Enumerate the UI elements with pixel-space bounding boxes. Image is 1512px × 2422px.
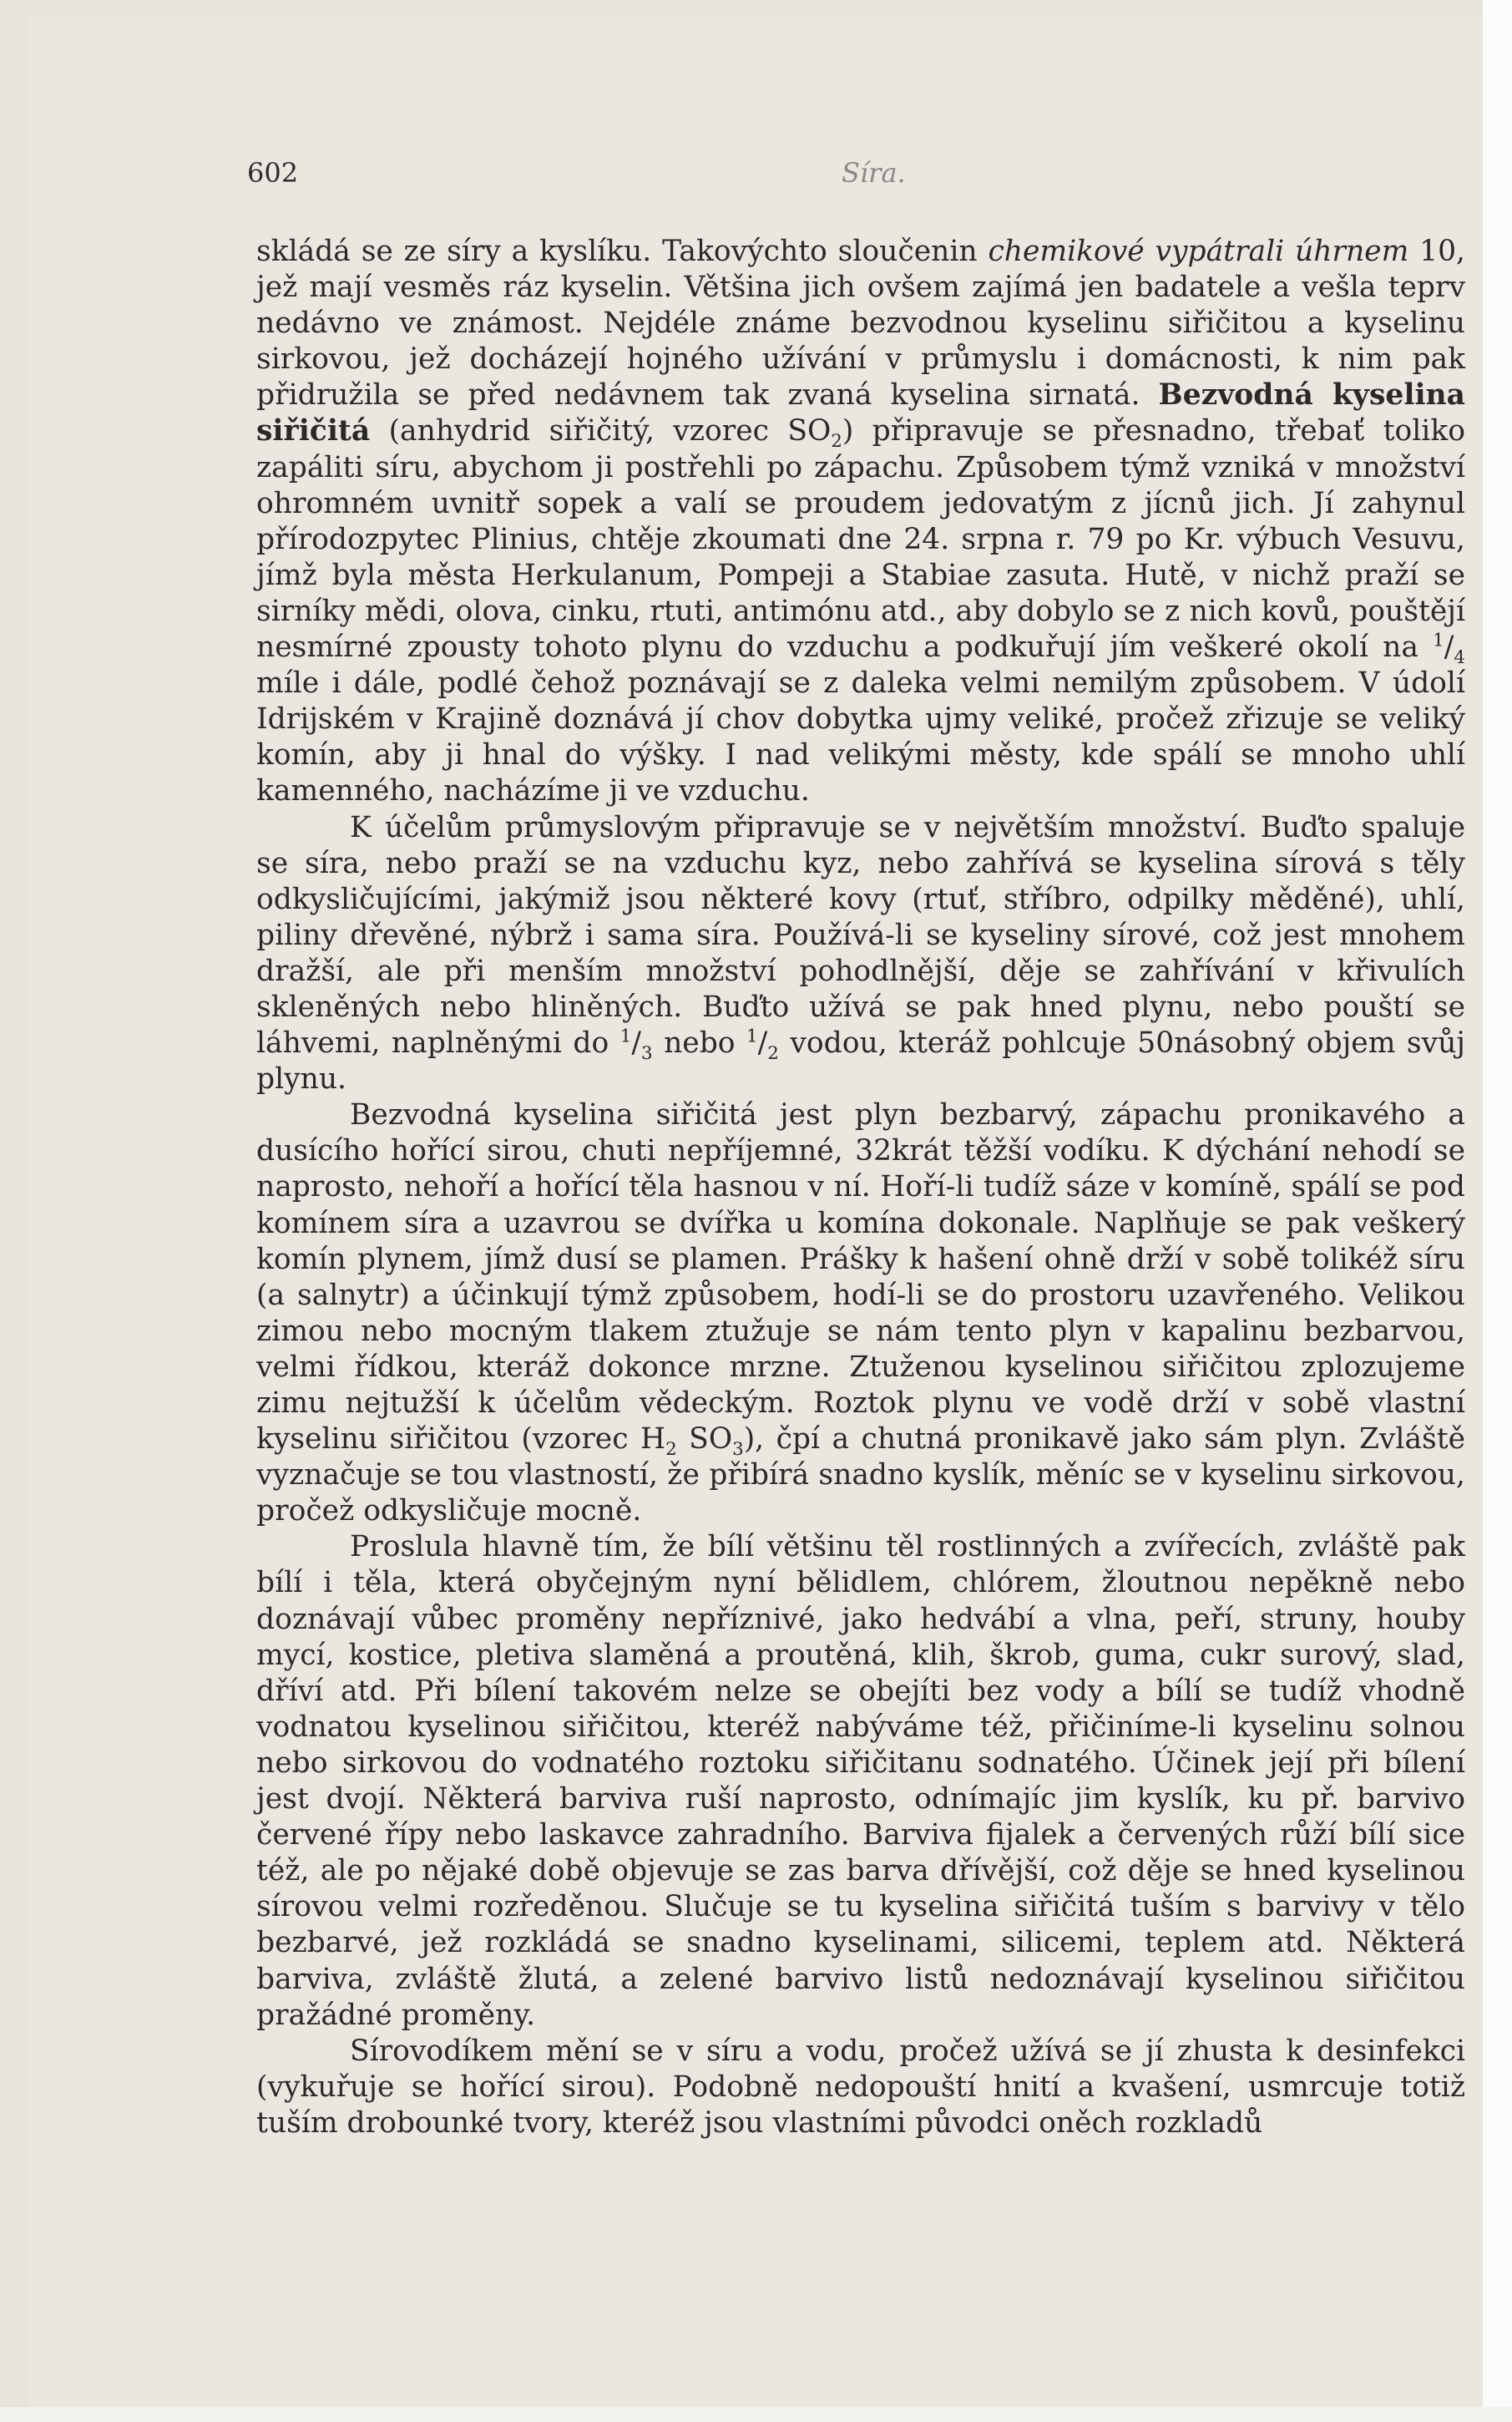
- fraction-numerator: 1: [746, 1026, 758, 1047]
- fraction-numerator: 1: [1433, 630, 1444, 651]
- paragraph-2: K účelům průmyslovým připravuje se v největším množství. Buďto spaluje se síra, nebo praží se na vzduchu kyz, nebo zahřívá se kyselina sírová s těly odkysličujícími, jakýmiž jsou některé kovy (rtuť, stříbro, odpilky měděné), uhlí, piliny dřevěné, nýbrž i sama síra. Používá-li se kyseliny sírové, což jest mnohem dražší, ale při menším množství pohodlnější, děje se zahřívání v křivulích skleněných nebo hliněných. Buďto užívá se pak hned plynu, nebo pouští se láhvemi, naplněnými do $^1/_3$ nebo $^1/_2$ vodou, kteráž pohlcuje 50násobný objem svůj plynu.: [256, 810, 1466, 1097]
- running-head: Síra.: [842, 157, 906, 189]
- fraction-denominator: 4: [1454, 646, 1465, 668]
- fraction-denominator: 2: [767, 1042, 779, 1064]
- paragraph-5: Sírovodíkem mění se v síru a vodu, pročež užívá se jí zhusta k desinfekci (vykuřuje se hořící sirou). Podobně nedopouští hnití a kvašení, usmrcuje totiž tuším drobounké tvory, kteréž jsou vlastními původci oněch rozkladů: [256, 2034, 1465, 2140]
- page-edge-right: [1483, 0, 1512, 2422]
- term-heading: Bezvodná kyselina siřičitá: [256, 378, 1465, 448]
- subscript: 2: [831, 431, 842, 453]
- page-edge-bottom: [0, 2407, 1512, 2422]
- fraction-numerator: 1: [619, 1026, 632, 1047]
- italic-phrase: chemikové vypátrali úhrnem: [988, 235, 1409, 268]
- fraction-denominator: 3: [640, 1042, 653, 1064]
- page-number: 602: [247, 157, 299, 189]
- paragraph-3: Bezvodná kyselina siřičitá jest plyn bezbarvý, zápachu pronikavého a dusícího hořící sirou, chuti nepříjemné, 32krát těžší vodíku. K dýchání nehodí se naprosto, nehoří a hořící těla hasnou v ní. Hoří-li tudíž sáze v komíně, spálí se pod komínem síra a uzavrou se dvířka u komína dokonale. Naplňuje se pak veškerý komín plynem, jímž dusí se plamen. Prášky k hašení ohně drží v sobě tolikéž síru (a salnytr) a účinkují týmž způsobem, hodí-li se do prostoru uzavřeného. Velikou zimou nebo mocným tlakem ztužuje se nám tento plyn v kapalinu bezbarvou, velmi řídkou, kteráž dokonce mrzne. Ztuženou kyselinou siřičitou zplozujeme zimu nejtužší k účelům vědeckým. Roztok plynu ve vodě drží v sobě vlastní kyselinu siřičitou (vzorec $H_2$ $SO_3$), čpí a chutná pronikavě jako sám plyn. Zvláště vyznačuje se tou vlastností, že přibírá snadno kyslík, měníc se v kyselinu sirkovou, pročež odkysličuje mocně.: [256, 1098, 1466, 1528]
- paragraph-1: skládá se ze síry a kyslíku. Takovýchto sloučenin chemikové vypátrali úhrnem 10, jež mají vesměs ráz kyselin. Většina jich ovšem zajímá jen badatele a vešla teprv nedávno ve známost. Nejdéle známe bezvodnou kyselinu siřičitou a kyselinu sirkovou, jež docházejí hojného užívání v průmyslu i domácnosti, k nim pak přidružila se před nedávnem tak zvaná kyselina sirnatá. Bezvodná kyselina siřičitá (anhydrid siřičitý, vzorec $SO_2$) připravuje se přesnadno, třebať toliko zapáliti síru, abychom ji postřehli po zápachu. Způsobem týmž vzniká v množství ohromném uvnitř sopek a valí se proudem jedovatým z jícnů jich. Jí zahynul přírodozpytec Plinius, chtěje zkoumati dne 24. srpna r. 79 po Kr. výbuch Vesuvu, jímž byla města Herkulanum, Pompeji a Stabiae zasuta. Hutě, v nichž praží se sirníky mědi, olova, cinku, rtuti, antimónu atd., aby dobylo se z nich kovů, pouštějí nesmírné zpousty tohoto plynu do vzduchu a podkuřují jím veškeré okolí na $^1/_4$ míle i dále, podlé čehož poznávají se z daleka velmi nemilým způsobem. V údolí Idrijském v Krajině doznává jí chov dobytka ujmy veliké, pročež zřizuje se veliký komín, aby ji hnal do výšky. I nad velikými městy, kde spálí se mnoho uhlí kamenného, nacházíme ji ve vzduchu.: [256, 235, 1465, 808]
- body-text: [256, 234, 1465, 2141]
- subscript: 2: [665, 1438, 677, 1460]
- subscript: 3: [732, 1438, 744, 1460]
- paragraph-4: Proslula hlavně tím, že bílí většinu těl rostlinných a zvířecích, zvláště pak bílí i těla, která obyčejným nyní bělidlem, chlórem, žloutnou nepěkně nebo doznávají vůbec proměny nepříznivé, jako hedvábí a vlna, peří, struny, houby mycí, kostice, pletiva slaměná a proutěná, klih, škrob, guma, cukr surový, slad, dříví atd. Při bílení takovém nelze se obejíti bez vody a bílí se tudíž vhodně vodnatou kyselinou siřičitou, kteréž nabýváme též, přičiníme-li kyselinu solnou nebo sirkovou do vodnatého roztoku siřičitanu sodnatého. Účinek její při bílení jest dvojí. Některá barviva ruší naprosto, odnímajíc jim kyslík, ku př. barvivo červené řípy nebo laskavce zahradního. Barviva fijalek a červených růží bílí sice též, ale po nějaké době objevuje se zas barva dřívější, což děje se hned kyselinou sírovou velmi rozředěnou. Slučuje se tu kyselina siřičitá tuším s barvivy v tělo bezbarvé, jež rozkládá se snadno kyselinami, silicemi, teplem atd. Některá barviva, zvláště žlutá, a zelené barvivo listů nedoznávají kyselinou siřičitou pražádné proměny.: [256, 1530, 1465, 2032]
